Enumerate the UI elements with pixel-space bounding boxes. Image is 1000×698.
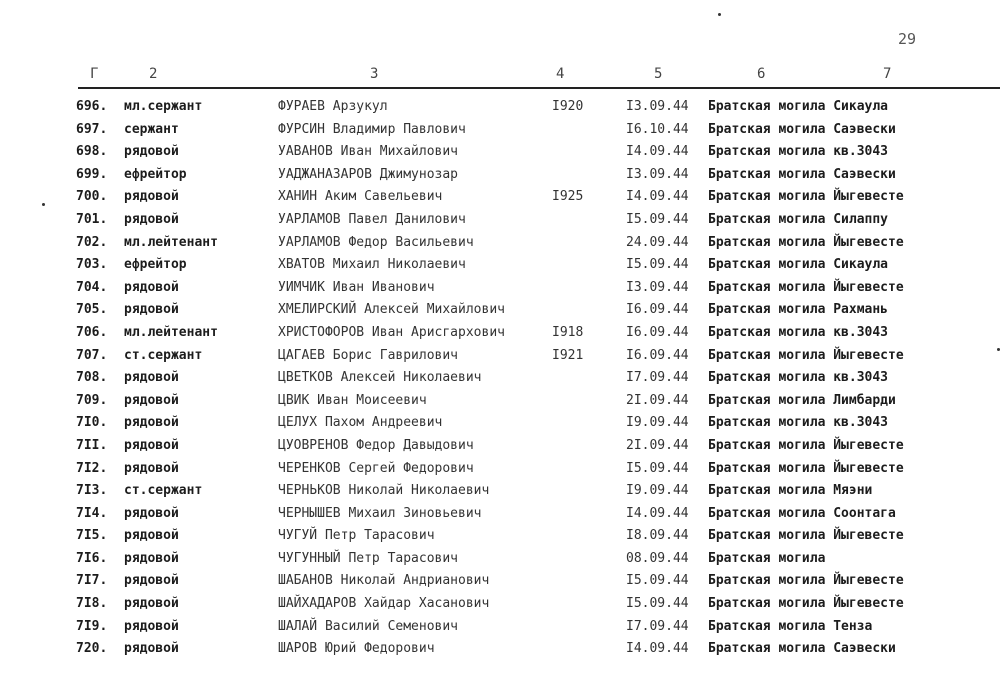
record-number: 7I2. (76, 460, 108, 476)
record-burial-place: Братская могила Йыгевесте (708, 528, 904, 544)
record-death-date: 24.09.44 (626, 234, 689, 250)
record-rank: рядовой (124, 437, 179, 453)
record-name: ЦУОВРЕНОВ Федор Давыдович (278, 437, 474, 453)
record-name: ЦЕЛУХ Пахом Андреевич (278, 415, 443, 431)
record-number: 7I3. (76, 483, 108, 499)
record-name: ЧЕРНЬКОВ Николай Николаевич (278, 483, 490, 499)
record-row (0, 277, 1000, 300)
record-rank: рядовой (124, 211, 179, 227)
record-name: УАРЛАМОВ Павел Данилович (278, 211, 466, 227)
record-number: 7I9. (76, 618, 108, 634)
record-rank: рядовой (124, 189, 179, 205)
record-number: 7I6. (76, 550, 108, 566)
record-row (0, 119, 1000, 142)
record-burial-place: Братская могила Саэвески (708, 166, 896, 182)
record-name: ФУРАЕВ Арзукул (278, 99, 388, 114)
header-divider (78, 87, 1000, 89)
record-death-date: I9.09.44 (626, 483, 689, 499)
record-row (0, 232, 1000, 255)
record-rank: рядовой (124, 618, 179, 634)
record-row (0, 141, 1000, 164)
record-name: ШАЛАЙ Василий Семенович (278, 618, 459, 634)
record-number: 7I0. (76, 415, 108, 431)
column-header: 7 (883, 66, 892, 82)
record-row (0, 593, 1000, 616)
record-rank: ст.сержант (124, 347, 203, 363)
record-death-date: I4.09.44 (626, 144, 689, 160)
record-rank: рядовой (124, 573, 179, 589)
column-header: Г (90, 66, 99, 82)
record-burial-place: Братская могила Сикаула (708, 99, 889, 114)
record-name: ЧЕРЕНКОВ Сергей Федорович (278, 460, 474, 476)
record-name: ХАНИН Аким Савельевич (278, 189, 443, 205)
record-rank: рядовой (124, 550, 179, 566)
speck-mark (718, 13, 721, 16)
record-row (0, 412, 1000, 435)
record-number: 697. (76, 121, 108, 137)
record-rank: рядовой (124, 460, 179, 476)
record-birth-year: I918 (552, 324, 584, 340)
record-rank: рядовой (124, 641, 179, 657)
record-death-date: 08.09.44 (626, 550, 689, 566)
record-death-date: I4.09.44 (626, 505, 689, 521)
column-header: 2 (149, 66, 158, 82)
record-birth-year: I925 (552, 189, 584, 205)
record-row (0, 299, 1000, 322)
record-name: УАВАНОВ Иван Михайлович (278, 144, 459, 160)
record-row (0, 503, 1000, 526)
record-burial-place: Братская могила (708, 550, 826, 566)
record-burial-place: Братская могила кв.3043 (708, 415, 889, 431)
record-death-date: 2I.09.44 (626, 437, 689, 453)
record-name: ФУРСИН Владимир Павлович (278, 121, 466, 137)
column-header-row (0, 64, 1000, 86)
record-death-date: I8.09.44 (626, 528, 689, 544)
record-death-date: I9.09.44 (626, 415, 689, 431)
record-death-date: I5.09.44 (626, 211, 689, 227)
record-rank: рядовой (124, 505, 179, 521)
record-rank: мл.лейтенант (124, 324, 218, 340)
record-burial-place: Братская могила Сикаула (708, 257, 889, 273)
record-death-date: I6.09.44 (626, 324, 689, 340)
record-death-date: I3.09.44 (626, 99, 689, 114)
record-burial-place: Братская могила Йыгевесте (708, 347, 904, 363)
record-burial-place: Братская могила Йыгевесте (708, 189, 904, 205)
record-number: 7II. (76, 437, 108, 453)
record-rank: рядовой (124, 528, 179, 544)
record-row (0, 367, 1000, 390)
record-birth-year: I921 (552, 347, 584, 363)
record-number: 702. (76, 234, 108, 250)
record-death-date: I4.09.44 (626, 189, 689, 205)
record-number: 706. (76, 324, 108, 340)
record-name: УАДЖАНАЗАРОВ Джимунозар (278, 166, 459, 182)
record-death-date: I5.09.44 (626, 573, 689, 589)
record-number: 704. (76, 279, 108, 295)
record-birth-year: I920 (552, 99, 584, 114)
record-row (0, 254, 1000, 277)
record-row (0, 322, 1000, 345)
record-name: УИМЧИК Иван Иванович (278, 279, 435, 295)
record-death-date: I6.10.44 (626, 121, 689, 137)
record-name: ХМЕЛИРСКИЙ Алексей Михайлович (278, 302, 505, 318)
page-number: 29 (898, 30, 917, 48)
record-rank: рядовой (124, 302, 179, 318)
record-burial-place: Братская могила Йыгевесте (708, 460, 904, 476)
record-burial-place: Братская могила Рахмань (708, 302, 889, 318)
record-number: 703. (76, 257, 108, 273)
record-rank: рядовой (124, 596, 179, 612)
record-number: 705. (76, 302, 108, 318)
record-rank: рядовой (124, 415, 179, 431)
record-list (0, 96, 1000, 661)
record-burial-place: Братская могила Мяэни (708, 483, 873, 499)
record-rank: рядовой (124, 392, 179, 408)
record-number: 709. (76, 392, 108, 408)
record-row (0, 458, 1000, 481)
record-number: 696. (76, 99, 108, 114)
record-burial-place: Братская могила Лимбарди (708, 392, 896, 408)
record-name: ШАЙХАДАРОВ Хайдар Хасанович (278, 596, 490, 612)
record-name: ЧУГУЙ Петр Тарасович (278, 528, 435, 544)
record-rank: ефрейтор (124, 257, 187, 273)
record-number: 700. (76, 189, 108, 205)
record-death-date: I6.09.44 (626, 347, 689, 363)
record-burial-place: Братская могила Йыгевесте (708, 234, 904, 250)
record-name: ХРИСТОФОРОВ Иван Арисгархович (278, 324, 505, 340)
record-row (0, 570, 1000, 593)
record-death-date: I3.09.44 (626, 279, 689, 295)
record-death-date: I5.09.44 (626, 596, 689, 612)
record-death-date: I7.09.44 (626, 618, 689, 634)
record-row (0, 525, 1000, 548)
record-row (0, 186, 1000, 209)
record-row (0, 480, 1000, 503)
record-death-date: I5.09.44 (626, 460, 689, 476)
record-number: 7I8. (76, 596, 108, 612)
record-name: ЧЕРНЫШЕВ Михаил Зиновьевич (278, 505, 482, 521)
record-rank: сержант (124, 121, 179, 137)
record-burial-place: Братская могила кв.3043 (708, 144, 889, 160)
record-number: 720. (76, 641, 108, 657)
record-burial-place: Братская могила Йыгевесте (708, 596, 904, 612)
record-rank: рядовой (124, 279, 179, 295)
record-row (0, 390, 1000, 413)
record-row (0, 164, 1000, 187)
column-header: 4 (556, 66, 565, 82)
record-burial-place: Братская могила Саэвески (708, 641, 896, 657)
record-number: 701. (76, 211, 108, 227)
record-row (0, 435, 1000, 458)
record-name: ШАРОВ Юрий Федорович (278, 641, 435, 657)
record-row (0, 96, 1000, 119)
record-name: ЧУГУННЫЙ Петр Тарасович (278, 550, 459, 566)
record-name: ХВАТОВ Михаил Николаевич (278, 257, 466, 273)
record-row (0, 616, 1000, 639)
record-rank: мл.лейтенант (124, 234, 218, 250)
record-name: ЦВИК Иван Моисеевич (278, 392, 427, 408)
record-death-date: I5.09.44 (626, 257, 689, 273)
record-name: УАРЛАМОВ Федор Васильевич (278, 234, 474, 250)
record-number: 7I5. (76, 528, 108, 544)
record-name: ЦВЕТКОВ Алексей Николаевич (278, 370, 482, 386)
record-death-date: 2I.09.44 (626, 392, 689, 408)
record-row (0, 548, 1000, 571)
record-name: ШАБАНОВ Николай Андрианович (278, 573, 490, 589)
record-death-date: I6.09.44 (626, 302, 689, 318)
column-header: 3 (370, 66, 379, 82)
record-death-date: I7.09.44 (626, 370, 689, 386)
record-burial-place: Братская могила Силаппу (708, 211, 889, 227)
record-rank: мл.сержант (124, 99, 203, 114)
record-burial-place: Братская могила Йыгевесте (708, 437, 904, 453)
column-header: 6 (757, 66, 766, 82)
record-row (0, 345, 1000, 368)
record-burial-place: Братская могила Соонтага (708, 505, 896, 521)
record-row (0, 209, 1000, 232)
record-number: 699. (76, 166, 108, 182)
record-number: 707. (76, 347, 108, 363)
record-death-date: I4.09.44 (626, 641, 689, 657)
record-rank: ефрейтор (124, 166, 187, 182)
record-burial-place: Братская могила Йыгевесте (708, 279, 904, 295)
record-burial-place: Братская могила кв.3043 (708, 324, 889, 340)
record-death-date: I3.09.44 (626, 166, 689, 182)
record-burial-place: Братская могила кв.3043 (708, 370, 889, 386)
record-number: 698. (76, 144, 108, 160)
record-burial-place: Братская могила Йыгевесте (708, 573, 904, 589)
record-rank: рядовой (124, 370, 179, 386)
record-number: 7I4. (76, 505, 108, 521)
column-header: 5 (654, 66, 663, 82)
record-burial-place: Братская могила Тенза (708, 618, 873, 634)
record-burial-place: Братская могила Саэвески (708, 121, 896, 137)
record-number: 7I7. (76, 573, 108, 589)
record-number: 708. (76, 370, 108, 386)
record-name: ЦАГАЕВ Борис Гаврилович (278, 347, 459, 363)
record-rank: ст.сержант (124, 483, 203, 499)
record-row (0, 638, 1000, 661)
record-rank: рядовой (124, 144, 179, 160)
